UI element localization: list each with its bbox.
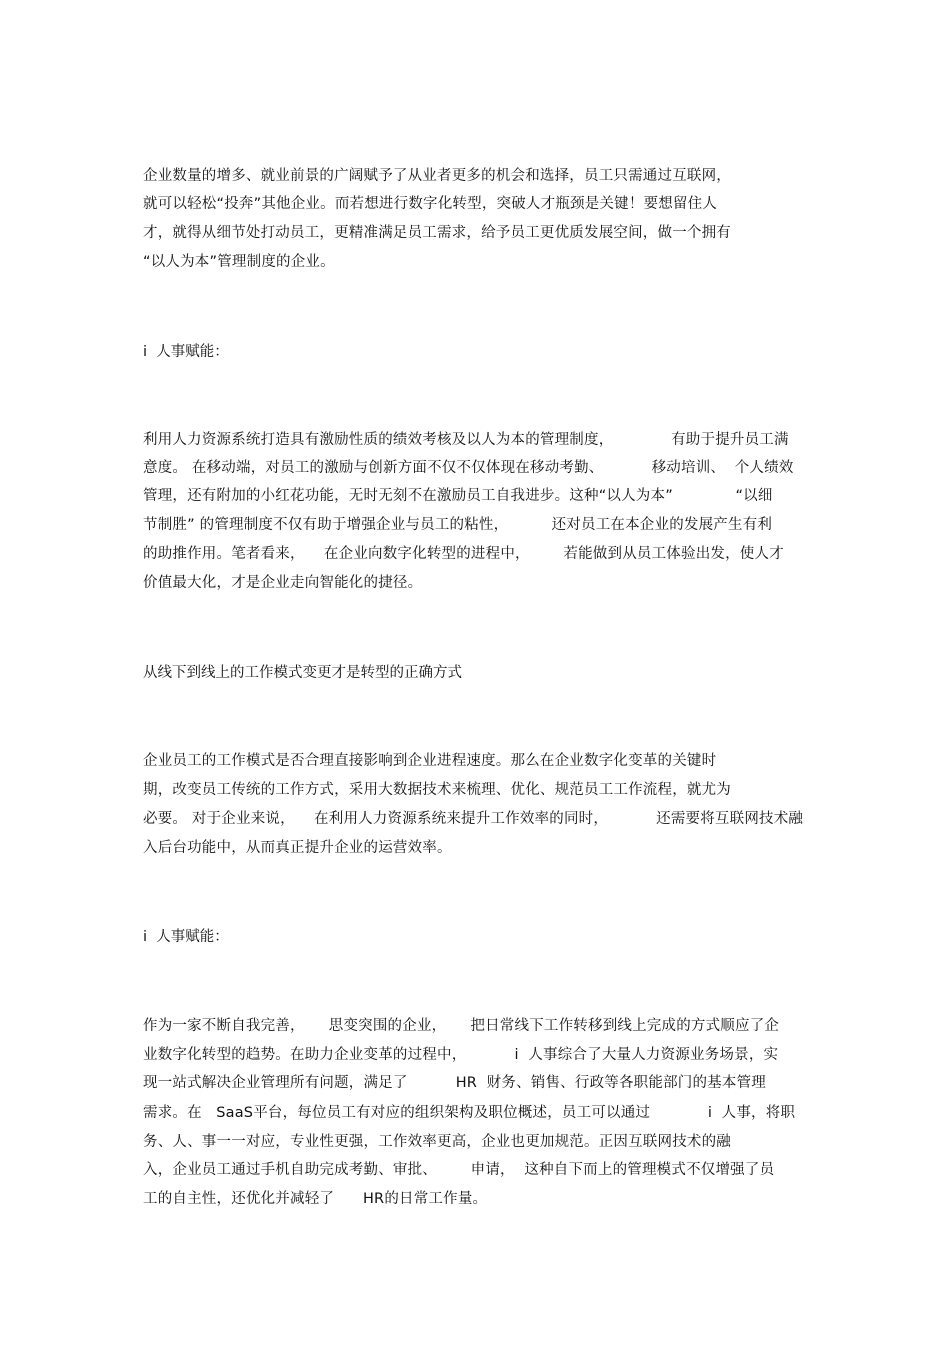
paragraph-1-line-3: 才，就得从细节处打动员工，更精准满足员工需求，给予员工更优质发展空间，做一个拥有 <box>143 225 731 241</box>
paragraph-4-line-4: 需求。在 SaaS平台，每位员工有对应的组织架构及职位概述，员工可以通过 i 人事，将职 <box>143 1105 796 1121</box>
paragraph-2-line-5: 的助推作用。笔者看来， 在企业向数字化转型的进程中， 若能做到从员工体验出发，使人才 <box>143 546 784 562</box>
paragraph-3-line-3: 必要。 对于企业来说， 在利用人力资源系统来提升工作效率的同时， 还需要将互联网技术融 <box>143 811 804 827</box>
section-heading-3: i 人事赋能： <box>143 929 229 945</box>
paragraph-3-line-4: 入后台功能中，从而真正提升企业的运营效率。 <box>143 840 452 856</box>
paragraph-2-line-6: 价值最大化，才是企业走向智能化的捷径。 <box>143 575 423 591</box>
paragraph-4-line-6: 入，企业员工通过手机自助完成考勤、审批、 申请， 这种自下而上的管理模式不仅增强了员 <box>143 1162 775 1178</box>
paragraph-3-line-2: 期，改变员工传统的工作方式，采用大数据技术来梳理、优化、规范员工工作流程，就尤为 <box>143 782 731 798</box>
paragraph-2-line-4: 节制胜” 的管理制度不仅有助于增强企业与员工的粘性， 还对员工在本企业的发展产生有利 <box>143 517 773 533</box>
paragraph-2-line-3: 管理，还有附加的小红花功能，无时无刻不在激励员工自我进步。这种“以人为本” “以细 <box>143 488 773 504</box>
paragraph-1-line-1: 企业数量的增多、就业前景的广阔赋予了从业者更多的机会和选择，员工只需通过互联网， <box>143 168 731 184</box>
paragraph-4-line-5: 务、人、事一一对应，专业性更强，工作效率更高，企业也更加规范。正因互联网技术的融 <box>143 1134 731 1150</box>
paragraph-4-line-1: 作为一家不断自我完善， 思变突围的企业， 把日常线下工作转移到线上完成的方式顺应了企 <box>143 1018 780 1034</box>
section-heading-1: i 人事赋能： <box>143 344 229 360</box>
paragraph-1-line-4: “以人为本”管理制度的企业。 <box>143 254 335 270</box>
section-heading-2: 从线下到线上的工作模式变更才是转型的正确方式 <box>143 665 462 681</box>
paragraph-4-line-7: 工的自主性，还优化并减轻了 HR的日常工作量。 <box>143 1191 488 1207</box>
paragraph-4-line-2: 业数字化转型的趋势。在助力企业变革的过程中， i 人事综合了大量人力资源业务场景，实 <box>143 1047 779 1063</box>
paragraph-2-line-2: 意度。 在移动端，对员工的激励与创新方面不仅不仅体现在移动考勤、 移动培训、 个人绩效 <box>143 460 794 476</box>
paragraph-4-line-3: 现一站式解决企业管理所有问题，满足了 HR 财务、销售、行政等各职能部门的基本管理 <box>143 1075 766 1091</box>
paragraph-1-line-2: 就可以轻松“投奔”其他企业。而若想进行数字化转型，突破人才瓶颈是关键！要想留住人 <box>143 196 718 212</box>
paragraph-2-line-1: 利用人力资源系统打造具有激励性质的绩效考核及以人为本的管理制度， 有助于提升员工满 <box>143 432 789 448</box>
paragraph-3-line-1: 企业员工的工作模式是否合理直接影响到企业进程速度。那么在企业数字化变革的关键时 <box>143 753 717 769</box>
